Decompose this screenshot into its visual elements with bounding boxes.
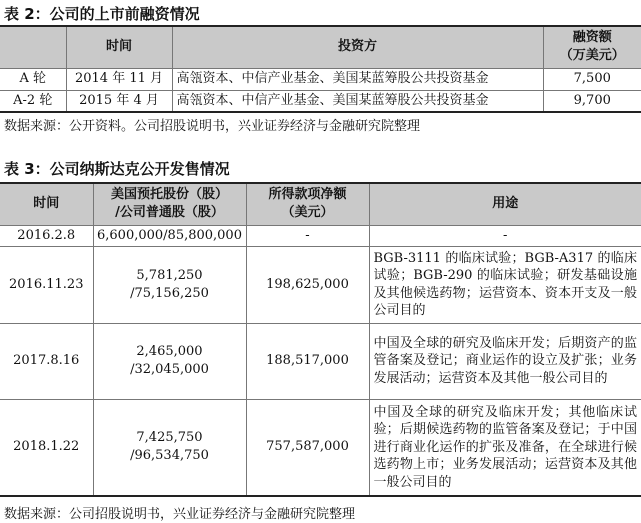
header-round [0, 26, 66, 68]
cell-use: BGB-3111 的临床试验；BGB-A317 的临床试验；BGB-290 的临床试验；研发基础设施及其他候选药物；运营资本、资本开支及一般公司目的 [369, 246, 641, 323]
cell-use: 中国及全球的研究及临床开发；其他临床试验；后期候选药物的监管备案及登记；于中国进行商业化运作的扩张及准备，在全球进行候选药物上市；业务发展活动；运营资本及其他一般公司目的 [369, 399, 641, 496]
cell-investors: 高瓴资本、中信产业基金、美国某蓝筹股公共投资基金 [172, 90, 543, 112]
header-time: 时间 [66, 26, 172, 68]
header-use: 用途 [369, 183, 641, 225]
cell-investors: 高瓴资本、中信产业基金、美国某蓝筹股公共投资基金 [172, 68, 543, 90]
table-row [0, 323, 641, 399]
cell-date: 2016.2.8 [0, 225, 93, 246]
financing-table [0, 25, 641, 113]
cell-time: 2015 年 4 月 [66, 90, 172, 112]
cell-proceeds: - [246, 225, 369, 246]
cell-proceeds: 198,625,000 [246, 246, 369, 323]
header-proceeds: 所得款项净额 （美元） [246, 183, 369, 225]
header-investors: 投资方 [172, 26, 543, 68]
table2-title: 表 2：公司的上市前融资情况 [4, 5, 200, 23]
cell-shares: 6,600,000/85,800,000 [93, 225, 246, 246]
offering-table-header [0, 183, 641, 225]
header-date: 时间 [0, 183, 93, 225]
cell-date: 2018.1.22 [0, 399, 93, 496]
cell-amount: 7,500 [543, 68, 641, 90]
cell-shares: 5,781,250 /75,156,250 [93, 246, 246, 323]
cell-use: - [369, 225, 641, 246]
header-shares: 美国预托股份（股） /公司普通股（股） [93, 183, 246, 225]
cell-amount: 9,700 [543, 90, 641, 112]
financing-table-header [0, 26, 641, 68]
offering-table [0, 182, 641, 497]
cell-use: 中国及全球的研究及临床开发；后期资产的监管备案及登记；商业运作的设立及扩张；业务发展活动；运营资本及其他一般公司目的 [369, 323, 641, 399]
table-row [0, 246, 641, 323]
cell-proceeds: 188,517,000 [246, 323, 369, 399]
table-row [0, 68, 641, 90]
cell-time: 2014 年 11 月 [66, 68, 172, 90]
cell-round: A-2 轮 [0, 90, 66, 112]
cell-date: 2017.8.16 [0, 323, 93, 399]
cell-shares: 7,425,750 /96,534,750 [93, 399, 246, 496]
table-row [0, 90, 641, 112]
table3-title: 表 3：公司纳斯达克公开发售情况 [4, 160, 230, 178]
cell-shares: 2,465,000 /32,045,000 [93, 323, 246, 399]
cell-date: 2016.11.23 [0, 246, 93, 323]
table-row [0, 225, 641, 246]
cell-round: A 轮 [0, 68, 66, 90]
cell-proceeds: 757,587,000 [246, 399, 369, 496]
table2-source: 数据来源：公开资料。公司招股说明书，兴业证券经济与金融研究院整理 [4, 119, 421, 134]
header-amount: 融资额 （万美元） [543, 26, 641, 68]
table3-source: 数据来源：公司招股说明书，兴业证券经济与金融研究院整理 [4, 507, 356, 522]
table-row [0, 399, 641, 496]
